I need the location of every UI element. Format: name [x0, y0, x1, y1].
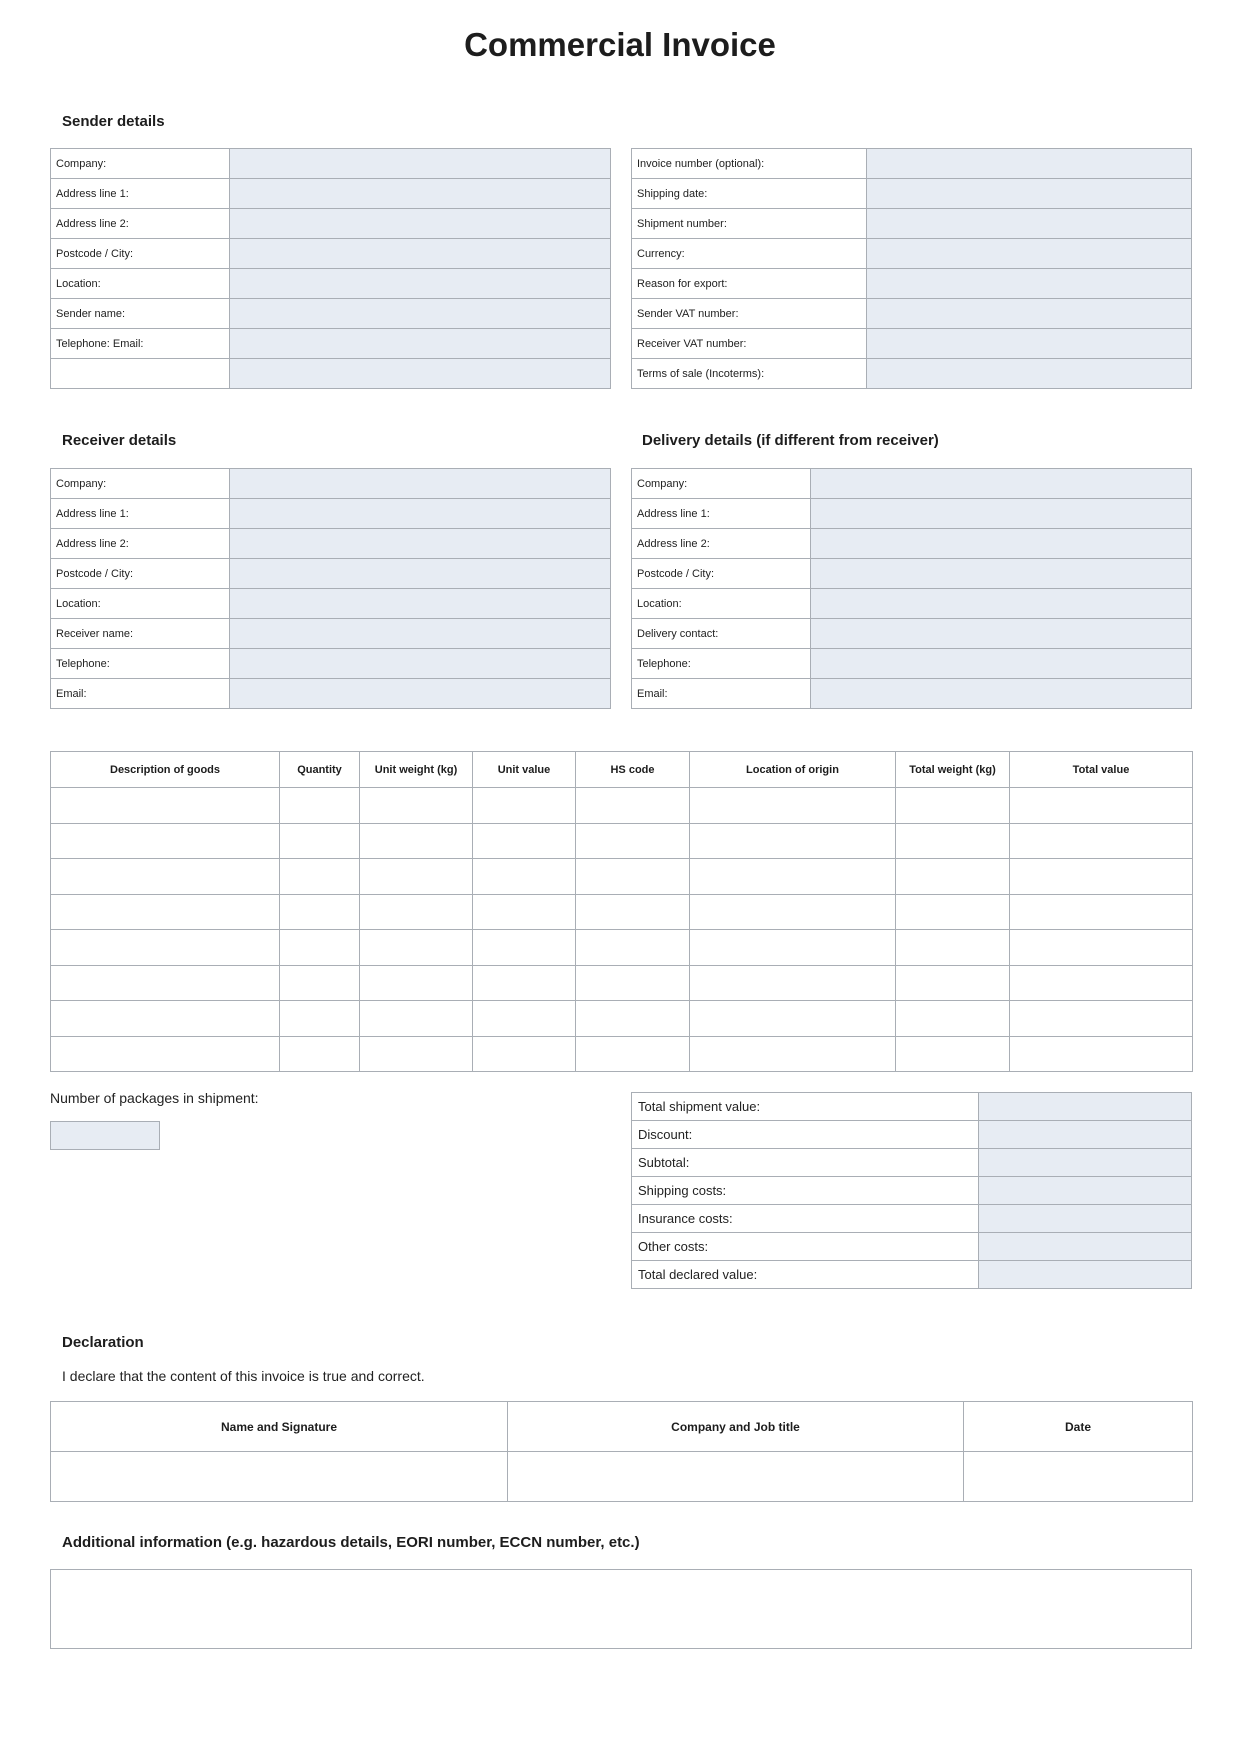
table-cell[interactable] — [280, 930, 360, 966]
column-header: Description of goods — [51, 752, 280, 788]
sender-row — [51, 209, 610, 239]
sender-table — [50, 148, 611, 389]
delivery-postcode-field[interactable] — [811, 559, 1191, 588]
additional-heading: Additional information (e.g. hazardous details, EORI number, ECCN number, etc.) — [62, 1534, 640, 1551]
table-cell[interactable] — [576, 788, 690, 824]
table-cell[interactable] — [690, 930, 896, 966]
shipping-costs-field[interactable] — [979, 1177, 1191, 1204]
shipping-date-field[interactable] — [867, 179, 1191, 208]
table-cell[interactable] — [1010, 965, 1193, 1001]
field-label: Email: — [51, 679, 230, 708]
table-cell[interactable] — [51, 965, 280, 1001]
field-label: Other costs: — [632, 1233, 979, 1260]
table-cell[interactable] — [896, 1001, 1010, 1037]
field-label: Sender VAT number: — [632, 299, 867, 328]
field-label: Address line 2: — [51, 209, 230, 238]
invoice-row — [632, 329, 1191, 359]
table-cell[interactable] — [280, 1001, 360, 1037]
table-cell[interactable] — [51, 894, 280, 930]
field-label: Email: — [632, 679, 811, 708]
field-label: Address line 2: — [632, 529, 811, 558]
delivery-row — [632, 499, 1191, 529]
receiver-postcode-field[interactable] — [230, 559, 610, 588]
table-cell[interactable] — [690, 788, 896, 824]
delivery-table — [631, 468, 1192, 709]
receiver-location-field[interactable] — [230, 589, 610, 618]
delivery-telephone-field[interactable] — [811, 649, 1191, 678]
table-cell[interactable] — [1010, 1001, 1193, 1037]
totals-row — [632, 1177, 1191, 1205]
field-label: Delivery contact: — [632, 619, 811, 648]
receiver-row — [51, 499, 610, 529]
sender-heading: Sender details — [62, 113, 165, 130]
table-cell[interactable] — [280, 894, 360, 930]
field-label: Location: — [51, 269, 230, 298]
receiver-company-field[interactable] — [230, 469, 610, 498]
receiver-row — [51, 589, 610, 619]
goods-body — [51, 788, 1193, 1072]
table-cell[interactable] — [1010, 930, 1193, 966]
table-row — [51, 823, 1193, 859]
field-label: Shipment number: — [632, 209, 867, 238]
table-cell[interactable] — [690, 823, 896, 859]
table-row — [51, 788, 1193, 824]
table-cell[interactable] — [360, 823, 473, 859]
receiver-vat-field[interactable] — [867, 329, 1191, 358]
signature-row — [51, 1452, 1193, 1502]
receiver-row — [51, 679, 610, 709]
totals-row — [632, 1093, 1191, 1121]
field-label: Invoice number (optional): — [632, 149, 867, 178]
invoice-row — [632, 239, 1191, 269]
subtotal-field[interactable] — [979, 1149, 1191, 1176]
field-label: Subtotal: — [632, 1149, 979, 1176]
table-cell[interactable] — [1010, 788, 1193, 824]
field-label: Total declared value: — [632, 1261, 979, 1288]
field-label: Receiver name: — [51, 619, 230, 648]
totals-row — [632, 1121, 1191, 1149]
table-cell[interactable] — [690, 1001, 896, 1037]
table-cell[interactable] — [360, 788, 473, 824]
field-label: Terms of sale (Incoterms): — [632, 359, 867, 388]
column-header: Date — [964, 1402, 1193, 1452]
table-cell[interactable] — [51, 1036, 280, 1072]
totals-row — [632, 1205, 1191, 1233]
field-label: Telephone: Email: — [51, 329, 230, 358]
table-cell[interactable] — [690, 965, 896, 1001]
receiver-row — [51, 649, 610, 679]
table-cell[interactable] — [1010, 823, 1193, 859]
sender-row — [51, 149, 610, 179]
table-cell[interactable] — [473, 823, 576, 859]
field-label: Location: — [51, 589, 230, 618]
table-cell[interactable] — [51, 823, 280, 859]
signature-table — [50, 1401, 1193, 1502]
table-cell[interactable] — [280, 823, 360, 859]
field-label: Discount: — [632, 1121, 979, 1148]
table-cell[interactable] — [576, 859, 690, 895]
receiver-address1-field[interactable] — [230, 499, 610, 528]
totals-table — [631, 1092, 1192, 1289]
field-label: Receiver VAT number: — [632, 329, 867, 358]
delivery-row — [632, 619, 1191, 649]
delivery-address1-field[interactable] — [811, 499, 1191, 528]
table-cell[interactable] — [690, 1036, 896, 1072]
signature-header-row — [51, 1402, 1193, 1452]
delivery-heading: Delivery details (if different from receiver) — [642, 432, 939, 449]
invoice-number-field[interactable] — [867, 149, 1191, 178]
table-row — [51, 965, 1193, 1001]
packages-count-field[interactable] — [50, 1121, 160, 1150]
delivery-email-field[interactable] — [811, 679, 1191, 708]
invoice-row — [632, 269, 1191, 299]
field-label: Address line 1: — [632, 499, 811, 528]
table-row — [51, 1001, 1193, 1037]
table-cell[interactable] — [280, 965, 360, 1001]
receiver-row — [51, 529, 610, 559]
shipment-number-field[interactable] — [867, 209, 1191, 238]
invoice-row — [632, 179, 1191, 209]
sender-row — [51, 179, 610, 209]
sender-row — [51, 299, 610, 329]
field-label: Shipping date: — [632, 179, 867, 208]
table-cell[interactable] — [896, 894, 1010, 930]
table-cell[interactable] — [280, 859, 360, 895]
delivery-location-field[interactable] — [811, 589, 1191, 618]
receiver-row — [51, 619, 610, 649]
table-cell[interactable] — [51, 788, 280, 824]
column-header: Total weight (kg) — [896, 752, 1010, 788]
table-cell[interactable] — [576, 965, 690, 1001]
field-label — [51, 359, 230, 388]
page-title: Commercial Invoice — [464, 26, 776, 63]
totals-row — [632, 1233, 1191, 1261]
field-label: Address line 2: — [51, 529, 230, 558]
date-field[interactable] — [964, 1452, 1193, 1502]
delivery-row — [632, 469, 1191, 499]
field-label: Company: — [51, 149, 230, 178]
invoice-row — [632, 149, 1191, 179]
goods-header-row — [51, 752, 1193, 788]
delivery-row — [632, 649, 1191, 679]
receiver-email-field[interactable] — [230, 679, 610, 708]
field-label: Insurance costs: — [632, 1205, 979, 1232]
sender-company-field[interactable] — [230, 149, 610, 178]
table-row — [51, 930, 1193, 966]
receiver-telephone-field[interactable] — [230, 649, 610, 678]
column-header: Total value — [1010, 752, 1193, 788]
delivery-address2-field[interactable] — [811, 529, 1191, 558]
currency-field[interactable] — [867, 239, 1191, 268]
field-label: Telephone: — [632, 649, 811, 678]
company-job-title-field[interactable] — [508, 1452, 964, 1502]
table-cell[interactable] — [896, 788, 1010, 824]
table-cell[interactable] — [51, 859, 280, 895]
table-cell[interactable] — [896, 930, 1010, 966]
totals-row — [632, 1261, 1191, 1289]
table-cell[interactable] — [473, 930, 576, 966]
delivery-row — [632, 589, 1191, 619]
column-header: Unit value — [473, 752, 576, 788]
table-cell[interactable] — [51, 930, 280, 966]
invoice-table — [631, 148, 1192, 389]
table-cell[interactable] — [360, 965, 473, 1001]
field-label: Total shipment value: — [632, 1093, 979, 1120]
table-row — [51, 859, 1193, 895]
sender-telephone-email-field[interactable] — [230, 329, 610, 358]
table-cell[interactable] — [1010, 859, 1193, 895]
column-header: Company and Job title — [508, 1402, 964, 1452]
field-label: Company: — [632, 469, 811, 498]
table-cell[interactable] — [473, 965, 576, 1001]
field-label: Location: — [632, 589, 811, 618]
declaration-heading: Declaration — [62, 1334, 144, 1351]
delivery-row — [632, 529, 1191, 559]
table-cell[interactable] — [51, 1001, 280, 1037]
field-label: Shipping costs: — [632, 1177, 979, 1204]
totals-row — [632, 1149, 1191, 1177]
delivery-row — [632, 679, 1191, 709]
total-shipment-value-field[interactable] — [979, 1093, 1191, 1120]
total-declared-value-field[interactable] — [979, 1261, 1191, 1288]
sender-vat-field[interactable] — [867, 299, 1191, 328]
invoice-row — [632, 209, 1191, 239]
invoice-row — [632, 299, 1191, 329]
table-cell[interactable] — [360, 1036, 473, 1072]
table-cell[interactable] — [280, 788, 360, 824]
sender-row — [51, 329, 610, 359]
sender-address2-field[interactable] — [230, 209, 610, 238]
column-header: HS code — [576, 752, 690, 788]
sender-row — [51, 269, 610, 299]
table-cell[interactable] — [360, 859, 473, 895]
table-row — [51, 894, 1193, 930]
table-cell[interactable] — [576, 930, 690, 966]
column-header: Unit weight (kg) — [360, 752, 473, 788]
column-header: Location of origin — [690, 752, 896, 788]
declaration-text: I declare that the content of this invoice is true and correct. — [62, 1368, 425, 1384]
other-costs-field[interactable] — [979, 1233, 1191, 1260]
column-header: Quantity — [280, 752, 360, 788]
table-cell[interactable] — [360, 894, 473, 930]
sender-extra-field[interactable] — [230, 359, 610, 388]
table-cell[interactable] — [576, 894, 690, 930]
table-cell[interactable] — [473, 788, 576, 824]
insurance-costs-field[interactable] — [979, 1205, 1191, 1232]
goods-table — [50, 751, 1193, 1072]
table-cell[interactable] — [473, 1036, 576, 1072]
table-cell[interactable] — [576, 1036, 690, 1072]
sender-postcode-field[interactable] — [230, 239, 610, 268]
receiver-table — [50, 468, 611, 709]
sender-row — [51, 359, 610, 389]
table-cell[interactable] — [473, 894, 576, 930]
table-cell[interactable] — [576, 1001, 690, 1037]
receiver-address2-field[interactable] — [230, 529, 610, 558]
table-cell[interactable] — [360, 1001, 473, 1037]
invoice-row — [632, 359, 1191, 389]
table-row — [51, 1036, 1193, 1072]
receiver-name-field[interactable] — [230, 619, 610, 648]
table-cell[interactable] — [473, 859, 576, 895]
field-label: Postcode / City: — [51, 559, 230, 588]
receiver-row — [51, 469, 610, 499]
table-cell[interactable] — [576, 823, 690, 859]
sender-location-field[interactable] — [230, 269, 610, 298]
table-cell[interactable] — [690, 894, 896, 930]
discount-field[interactable] — [979, 1121, 1191, 1148]
field-label: Sender name: — [51, 299, 230, 328]
sender-name-field[interactable] — [230, 299, 610, 328]
table-cell[interactable] — [690, 859, 896, 895]
sender-address1-field[interactable] — [230, 179, 610, 208]
table-cell[interactable] — [1010, 894, 1193, 930]
receiver-heading: Receiver details — [62, 432, 177, 449]
table-cell[interactable] — [896, 965, 1010, 1001]
field-label: Reason for export: — [632, 269, 867, 298]
delivery-row — [632, 559, 1191, 589]
table-cell[interactable] — [280, 1036, 360, 1072]
field-label: Address line 1: — [51, 499, 230, 528]
field-label: Currency: — [632, 239, 867, 268]
field-label: Address line 1: — [51, 179, 230, 208]
table-cell[interactable] — [360, 930, 473, 966]
delivery-company-field[interactable] — [811, 469, 1191, 498]
table-cell[interactable] — [473, 1001, 576, 1037]
table-cell[interactable] — [896, 859, 1010, 895]
column-header: Name and Signature — [51, 1402, 508, 1452]
field-label: Postcode / City: — [51, 239, 230, 268]
incoterms-field[interactable] — [867, 359, 1191, 388]
table-cell[interactable] — [896, 1036, 1010, 1072]
packages-label: Number of packages in shipment: — [50, 1090, 259, 1106]
field-label: Postcode / City: — [632, 559, 811, 588]
sender-row — [51, 239, 610, 269]
field-label: Telephone: — [51, 649, 230, 678]
table-cell[interactable] — [896, 823, 1010, 859]
delivery-contact-field[interactable] — [811, 619, 1191, 648]
additional-info-field[interactable] — [50, 1569, 1192, 1649]
receiver-row — [51, 559, 610, 589]
export-reason-field[interactable] — [867, 269, 1191, 298]
table-cell[interactable] — [1010, 1036, 1193, 1072]
name-signature-field[interactable] — [51, 1452, 508, 1502]
field-label: Company: — [51, 469, 230, 498]
